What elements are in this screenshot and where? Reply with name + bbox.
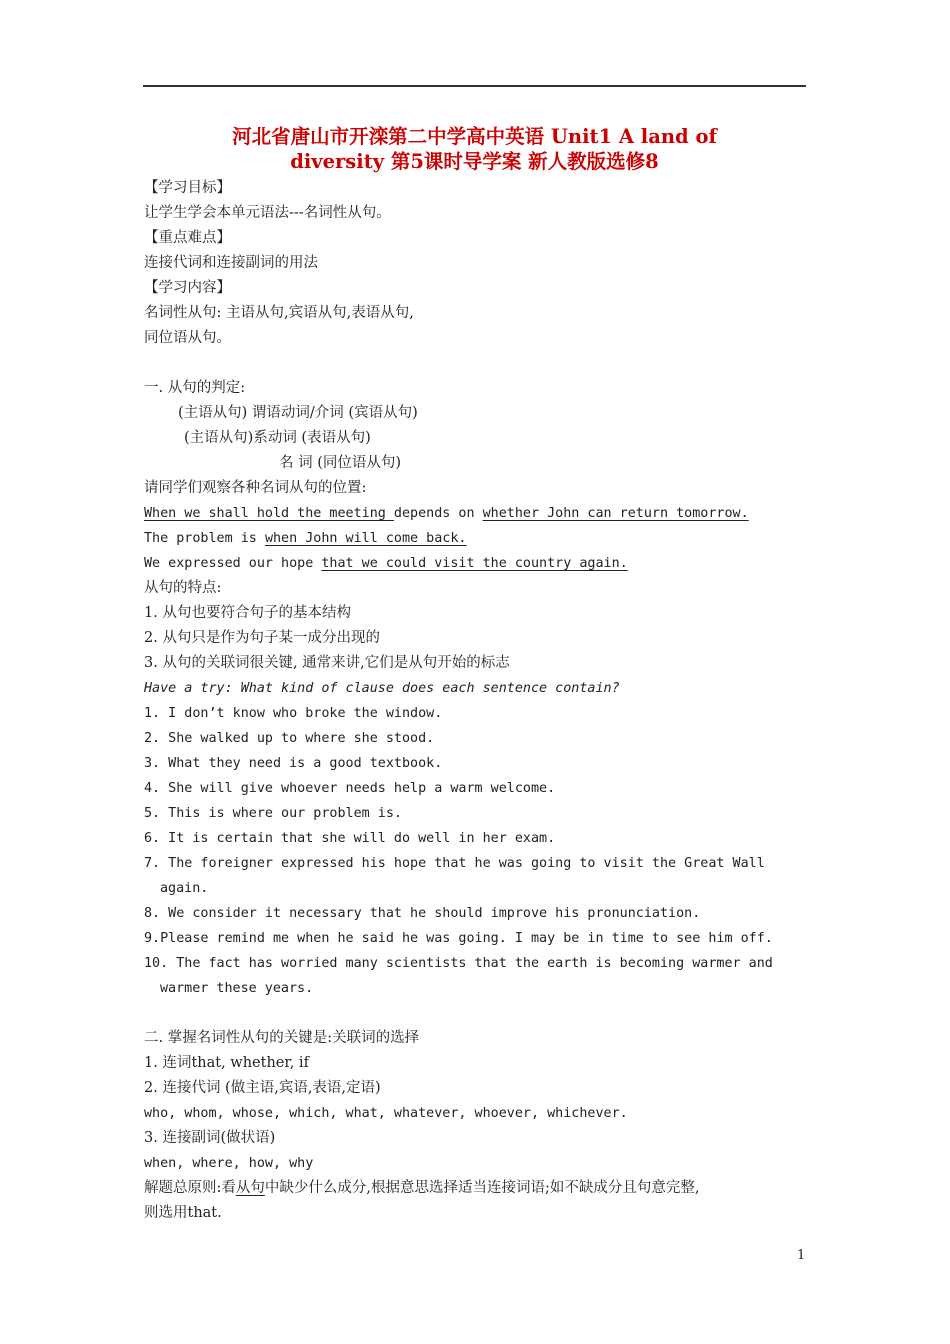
rule-suffix: 中缺少什么成分,根据意思选择适当连接词语;如不缺成分且句意完整, — [264, 1180, 700, 1196]
pattern-line-3: 名 词 (同位语从句) — [279, 455, 402, 471]
general-rule-continuation: 则选用that. — [144, 1205, 222, 1221]
content-line-1: 名词性从句: 主语从句,宾语从句,表语从句, — [144, 305, 414, 321]
example-sentence-2 — [144, 526, 809, 551]
key-points-heading: 【重点难点】 — [144, 230, 231, 246]
content-heading: 【学习内容】 — [144, 280, 231, 296]
object-clause: whether John can return tomorrow. — [482, 506, 749, 521]
feature-item: 2. 从句只是作为句子某一成分出现的 — [144, 630, 380, 646]
feature-item: 3. 从句的关联词很关键, 通常来讲,它们是从句开始的标志 — [144, 655, 510, 671]
rule-underlined: 从句 — [235, 1180, 265, 1196]
blank-line — [144, 1001, 809, 1026]
exercise-item: 7. The foreigner expressed his hope that he was going to visit the Great Wall — [144, 856, 765, 871]
exercise-item: 6. It is certain that she will do well in her exam. — [144, 831, 556, 846]
content-line-2: 同位语从句。 — [144, 330, 231, 346]
example-2-main: The problem is — [144, 531, 265, 546]
blank-line — [144, 351, 809, 376]
key-points-text: 连接代词和连接副词的用法 — [144, 255, 318, 271]
appositive-clause: that we could visit the country again. — [321, 556, 628, 571]
example-3-main: We expressed our hope — [144, 556, 322, 571]
rule-prefix: 解题总原则:看 — [144, 1180, 236, 1196]
exercise-item: 8. We consider it necessary that he should improve his pronunciation. — [144, 906, 701, 921]
try-prompt: Have a try: What kind of clause does each sentence contain? — [144, 681, 620, 696]
pattern-line-2: (主语从句)系动词 (表语从句) — [184, 430, 371, 446]
exercise-item: 1. I don’t know who broke the window. — [144, 706, 443, 721]
section1-heading: 一. 从句的判定: — [144, 380, 246, 396]
section2-heading: 二. 掌握名词性从句的关键是:关联词的选择 — [144, 1030, 420, 1046]
example-sentence-3 — [144, 551, 809, 576]
predicative-clause: when John will come back. — [264, 531, 467, 546]
exercise-item: 2. She walked up to where she stood. — [144, 731, 435, 746]
objectives-heading: 【学习目标】 — [144, 180, 231, 196]
connective-pronouns-list: who, whom, whose, which, what, whatever, whoever, whichever. — [144, 1106, 628, 1121]
connective-adverbs-list: when, where, how, why — [144, 1156, 314, 1171]
exercise-item: 10. The fact has worried many scientists that the earth is becoming warmer and — [144, 956, 773, 971]
connector-line-3: 3. 连接副词(做状语) — [144, 1130, 276, 1146]
title-line-2: diversity 第5课时导学案 新人教版选修8 — [290, 150, 659, 173]
example-sentence-1 — [144, 501, 809, 526]
features-heading: 从句的特点: — [144, 580, 222, 596]
feature-item: 1. 从句也要符合句子的基本结构 — [144, 605, 351, 621]
exercise-item-continuation: again. — [160, 881, 209, 896]
observe-instruction: 请同学们观察各种名词从句的位置: — [144, 480, 367, 496]
title-line-1: 河北省唐山市开滦第二中学高中英语 Unit1 A land of — [232, 125, 717, 148]
exercise-item: 4. She will give whoever needs help a warm welcome. — [144, 781, 556, 796]
exercise-item: 9.Please remind me when he said he was going. I may be in time to see him off. — [144, 931, 773, 946]
document-title — [143, 124, 806, 174]
subject-clause: When we shall hold the meeting — [144, 506, 394, 521]
general-rule — [144, 1176, 809, 1201]
header-rule — [143, 85, 806, 87]
pattern-line-1: (主语从句) 谓语动词/介词 (宾语从句) — [178, 405, 418, 421]
objectives-text: 让学生学会本单元语法---名词性从句。 — [144, 205, 391, 221]
document-body — [144, 176, 809, 1226]
page-number: 1 — [797, 1248, 806, 1263]
connector-line-1: 1. 连词that, whether, if — [144, 1055, 309, 1071]
exercise-item-continuation: warmer these years. — [160, 981, 314, 996]
example-1-verb: depends on — [393, 506, 483, 521]
exercise-item: 3. What they need is a good textbook. — [144, 756, 443, 771]
exercise-item: 5. This is where our problem is. — [144, 806, 402, 821]
connector-line-2: 2. 连接代词 (做主语,宾语,表语,定语) — [144, 1080, 381, 1096]
